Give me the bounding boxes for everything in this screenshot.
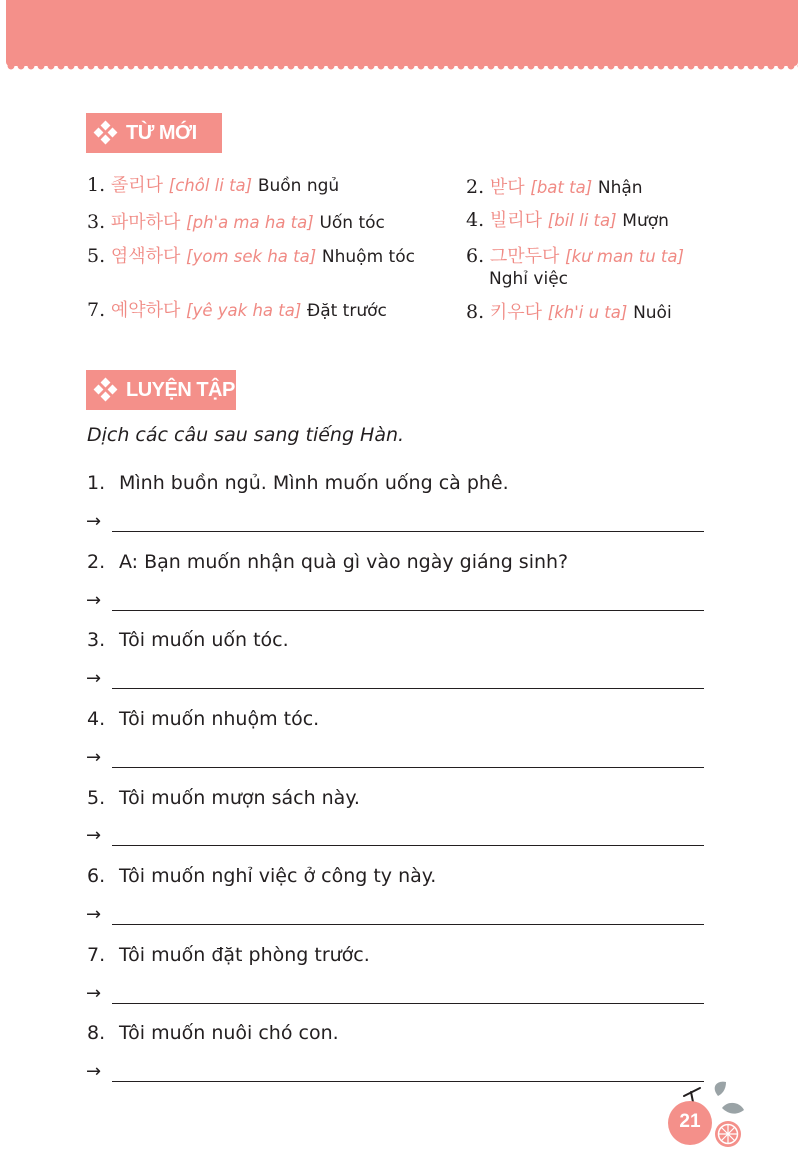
vocab-pronunciation: [chôl li ta] — [168, 176, 253, 195]
diamond-cluster-icon — [94, 378, 118, 402]
question-number: 1. — [87, 472, 106, 494]
vocab-section-title: TỪ MỚI — [126, 121, 197, 144]
question-number: 5. — [87, 787, 106, 809]
vocab-item-6 — [466, 245, 684, 290]
vocab-pronunciation: [bat ta] — [530, 178, 593, 197]
answer-rule — [112, 1003, 704, 1004]
question-text: A: Bạn muốn nhận quà gì vào ngày giáng sinh? — [119, 551, 569, 573]
vocab-korean: 염색하다 — [110, 246, 181, 267]
answer-rule — [112, 688, 704, 689]
stem-icon — [684, 1088, 700, 1102]
vocab-number: 7. — [87, 299, 106, 321]
practice-section-title: LUYỆN TẬP — [126, 378, 235, 401]
question-text: Tôi muốn nghỉ việc ở công ty này. — [119, 865, 437, 887]
arrow-right-icon: → — [86, 511, 102, 532]
arrow-right-icon: → — [86, 747, 102, 768]
question-text: Tôi muốn nuôi chó con. — [119, 1022, 339, 1044]
answer-line-7[interactable] — [86, 984, 704, 1008]
answer-line-1[interactable] — [86, 512, 704, 536]
page-number: 21 — [679, 1111, 701, 1132]
top-banner — [6, 0, 798, 66]
vocab-item-7 — [87, 299, 387, 322]
question-text: Mình buồn ngủ. Mình muốn uống cà phê. — [119, 472, 509, 494]
vocab-korean: 그만두다 — [489, 246, 560, 267]
answer-line-5[interactable] — [86, 826, 704, 850]
question-3 — [87, 629, 289, 651]
vocab-pronunciation: [ph'a ma ha ta] — [186, 213, 314, 232]
vocab-meaning: Nuôi — [633, 303, 672, 323]
arrow-right-icon: → — [86, 590, 102, 611]
vocab-number: 2. — [466, 176, 485, 198]
vocab-number: 3. — [87, 211, 106, 233]
answer-rule — [112, 531, 704, 532]
answer-rule — [112, 610, 704, 611]
section-tag-vocab — [86, 113, 222, 153]
vocab-korean: 키우다 — [489, 302, 543, 323]
vocab-korean: 예약하다 — [110, 300, 181, 321]
arrow-right-icon: → — [86, 668, 102, 689]
vocab-number: 5. — [87, 245, 106, 267]
vocab-korean: 파마하다 — [110, 212, 181, 233]
question-number: 2. — [87, 551, 106, 573]
vocab-meaning: Mượn — [622, 211, 669, 231]
vocab-meaning: Nhận — [597, 178, 643, 198]
vocab-meaning: Nhuộm tóc — [321, 247, 415, 267]
question-2 — [87, 551, 568, 573]
vocab-pronunciation: [kư man tu ta] — [565, 247, 684, 266]
answer-line-3[interactable] — [86, 669, 704, 693]
vocab-item-2 — [466, 176, 643, 199]
question-number: 6. — [87, 865, 106, 887]
question-6 — [87, 865, 436, 887]
question-text: Tôi muốn nhuộm tóc. — [119, 708, 320, 730]
vocab-item-1 — [87, 174, 339, 197]
arrow-right-icon: → — [86, 983, 102, 1004]
answer-rule — [112, 1081, 704, 1082]
vocab-number: 6. — [466, 245, 485, 267]
answer-rule — [112, 845, 704, 846]
question-4 — [87, 708, 319, 730]
vocab-item-5 — [87, 245, 415, 268]
answer-line-2[interactable] — [86, 591, 704, 615]
vocab-item-8 — [466, 301, 672, 324]
vocab-item-4 — [466, 209, 669, 232]
answer-line-6[interactable] — [86, 905, 704, 929]
vocab-meaning: Đặt trước — [307, 301, 387, 321]
vocab-korean: 졸리다 — [110, 175, 164, 196]
vocab-number: 8. — [466, 301, 485, 323]
answer-rule — [112, 924, 704, 925]
vocab-number: 1. — [87, 174, 106, 196]
vocab-korean: 받다 — [489, 177, 525, 198]
question-1 — [87, 472, 509, 494]
question-8 — [87, 1022, 339, 1044]
arrow-right-icon: → — [86, 904, 102, 925]
leaf-icon — [722, 1103, 744, 1114]
vocab-number: 4. — [466, 209, 485, 231]
vocab-meaning: Buồn ngủ — [257, 176, 340, 196]
diamond-cluster-icon — [94, 121, 118, 145]
answer-rule — [112, 767, 704, 768]
question-number: 8. — [87, 1022, 106, 1044]
vocab-meaning: Nghỉ việc — [489, 269, 568, 289]
vocab-meaning: Uốn tóc — [319, 213, 385, 233]
banner-scalloped-edge — [6, 62, 798, 72]
question-text: Tôi muốn uốn tóc. — [119, 629, 289, 651]
vocab-pronunciation: [yê yak ha ta] — [186, 301, 302, 320]
leaf-icon — [715, 1082, 726, 1096]
vocab-pronunciation: [yom sek ha ta] — [186, 247, 317, 266]
question-text: Tôi muốn đặt phòng trước. — [119, 944, 370, 966]
answer-line-4[interactable] — [86, 748, 704, 772]
vocab-pronunciation: [kh'i u ta] — [547, 303, 628, 322]
question-7 — [87, 944, 370, 966]
question-text: Tôi muốn mượn sách này. — [119, 787, 360, 809]
arrow-right-icon: → — [86, 1061, 102, 1082]
question-5 — [87, 787, 360, 809]
vocab-korean: 빌리다 — [489, 210, 543, 231]
practice-instruction: Dịch các câu sau sang tiếng Hàn. — [87, 424, 405, 446]
answer-line-8[interactable] — [86, 1062, 704, 1086]
vocab-item-3 — [87, 211, 385, 234]
section-tag-practice — [86, 370, 236, 410]
question-number: 4. — [87, 708, 106, 730]
vocab-pronunciation: [bil li ta] — [547, 211, 617, 230]
question-number: 7. — [87, 944, 106, 966]
question-number: 3. — [87, 629, 106, 651]
arrow-right-icon: → — [86, 825, 102, 846]
